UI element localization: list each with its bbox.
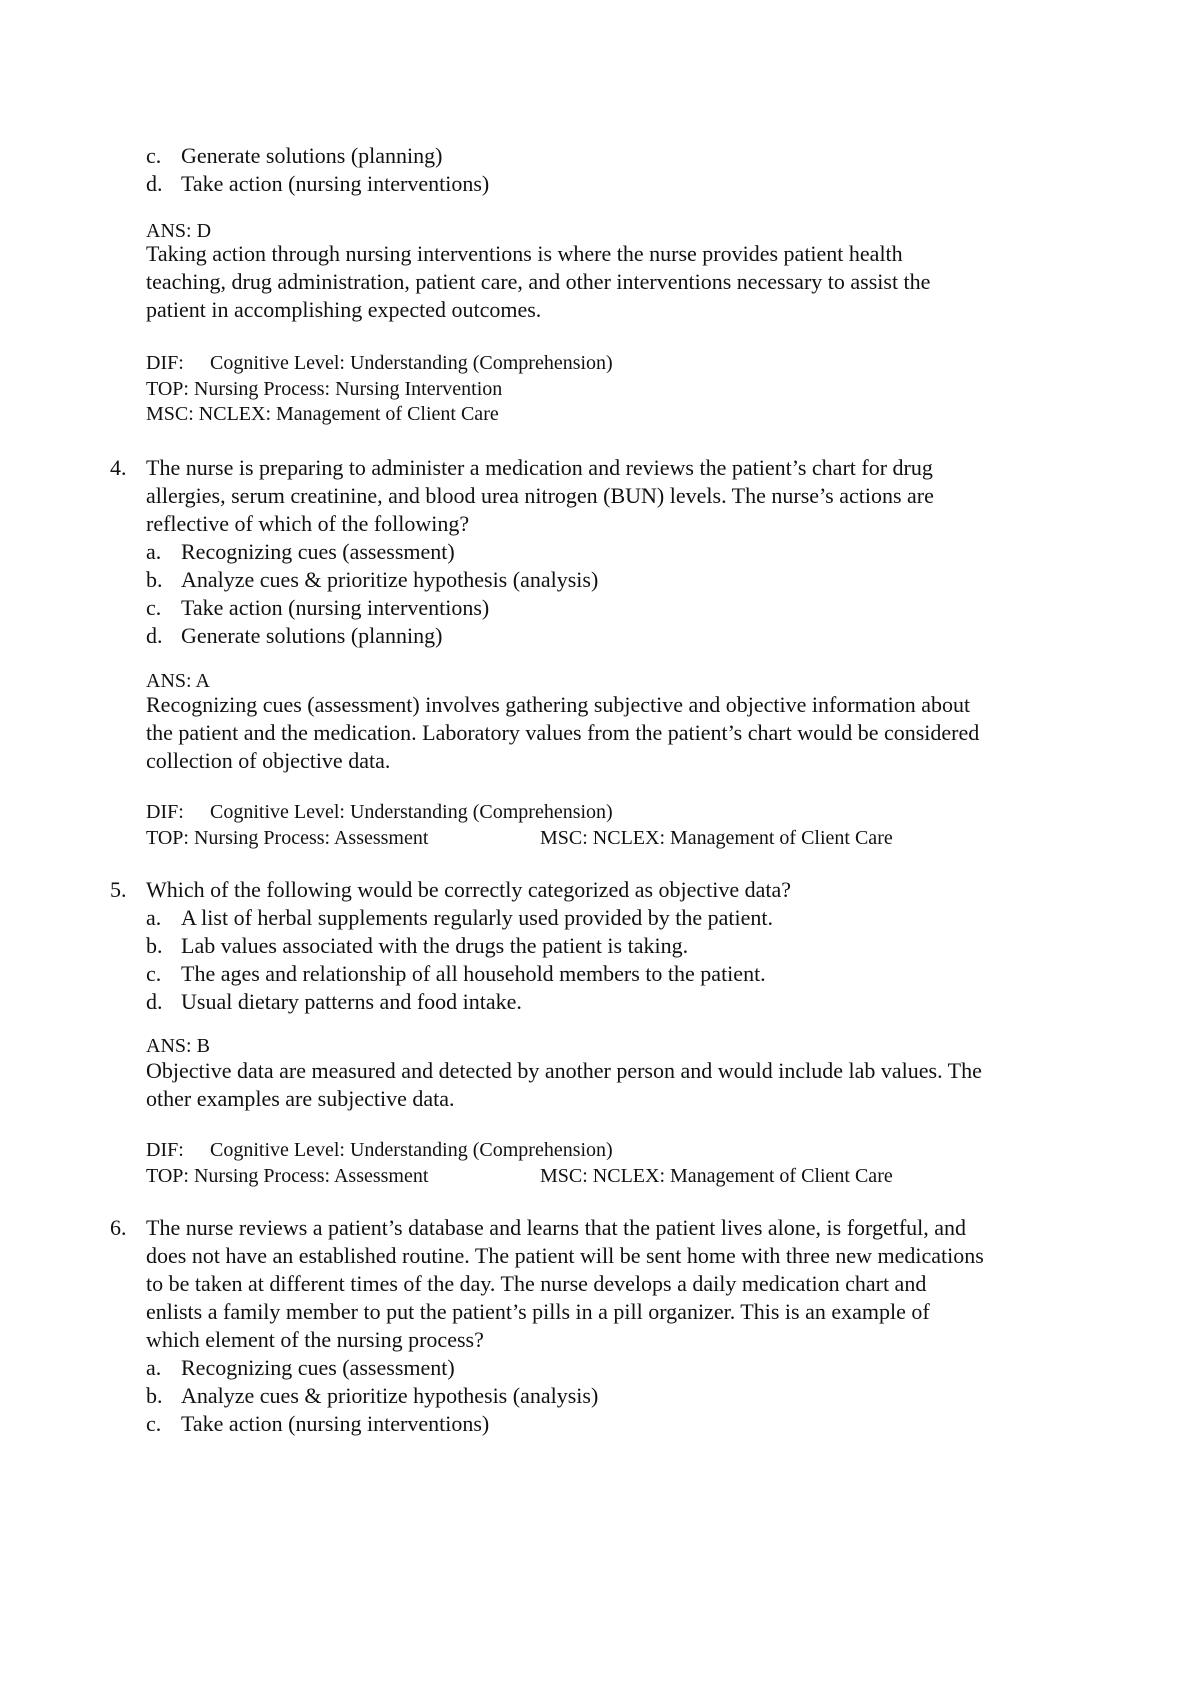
rationale-q5-line-1: Objective data are measured and detected by another person and would include lab values. The: [146, 1058, 982, 1083]
rationale-q3-line-3: patient in accomplishing expected outcomes.: [146, 297, 542, 322]
question-number-4: 4.: [110, 455, 127, 480]
option-letter: a.: [146, 539, 162, 564]
topic-q4: TOP: Nursing Process: Assessment: [146, 827, 429, 849]
rationale-q3-line-1: Taking action through nursing interventions is where the nurse provides patient health: [146, 241, 903, 266]
answer-q3: ANS: D: [146, 220, 212, 242]
option-text: Take action (nursing interventions): [181, 595, 490, 620]
dif-value-q5: Cognitive Level: Understanding (Comprehension): [210, 1139, 613, 1161]
question-4-stem-line-2: allergies, serum creatinine, and blood urea nitrogen (BUN) levels. The nurse’s actions are: [146, 483, 934, 508]
option-letter: d.: [146, 171, 163, 196]
answer-q4: ANS: A: [146, 670, 210, 692]
option-letter: c.: [146, 961, 162, 986]
option-text: Generate solutions (planning): [181, 623, 443, 648]
option-text: Take action (nursing interventions): [181, 171, 490, 196]
option-text: Recognizing cues (assessment): [181, 1355, 455, 1380]
question-6-stem-line-5: which element of the nursing process?: [146, 1327, 484, 1352]
option-text: Usual dietary patterns and food intake.: [181, 989, 522, 1014]
option-text: A list of herbal supplements regularly used provided by the patient.: [181, 905, 774, 930]
msc-q4: MSC: NCLEX: Management of Client Care: [540, 827, 893, 849]
rationale-q4-line-1: Recognizing cues (assessment) involves gathering subjective and objective information about: [146, 692, 971, 717]
option-letter: d.: [146, 623, 163, 648]
question-5-stem-line-1: Which of the following would be correctly categorized as objective data?: [146, 877, 792, 902]
question-4-stem-line-1: The nurse is preparing to administer a medication and reviews the patient’s chart for drug: [146, 455, 933, 480]
dif-label-q3: DIF:: [146, 352, 184, 374]
rationale-q5-line-2: other examples are subjective data.: [146, 1086, 455, 1111]
option-letter: a.: [146, 1355, 162, 1380]
option-letter: b.: [146, 933, 163, 958]
option-letter: c.: [146, 1411, 162, 1436]
dif-label-q4: DIF:: [146, 801, 184, 823]
option-text: The ages and relationship of all household members to the patient.: [181, 961, 766, 986]
topic-q3: TOP: Nursing Process: Nursing Intervention: [146, 378, 503, 400]
option-letter: b.: [146, 1383, 163, 1408]
option-text: Lab values associated with the drugs the patient is taking.: [181, 933, 689, 958]
option-letter: a.: [146, 905, 162, 930]
dif-value-q4: Cognitive Level: Understanding (Comprehension): [210, 801, 613, 823]
rationale-q4-line-3: collection of objective data.: [146, 748, 391, 773]
question-6-stem-line-4: enlists a family member to put the patient’s pills in a pill organizer. This is an example of: [146, 1299, 930, 1324]
question-4-stem-line-3: reflective of which of the following?: [146, 511, 470, 536]
option-text: Analyze cues & prioritize hypothesis (analysis): [181, 1383, 599, 1408]
option-letter: b.: [146, 567, 163, 592]
msc-q5: MSC: NCLEX: Management of Client Care: [540, 1165, 893, 1187]
option-letter: c.: [146, 595, 162, 620]
option-letter: d.: [146, 989, 163, 1014]
question-6-stem-line-2: does not have an established routine. The patient will be sent home with three new medications: [146, 1243, 984, 1268]
question-6-stem-line-1: The nurse reviews a patient’s database and learns that the patient lives alone, is forgetful, and: [146, 1215, 967, 1240]
rationale-q4-line-2: the patient and the medication. Laboratory values from the patient’s chart would be considered: [146, 720, 980, 745]
option-text: Analyze cues & prioritize hypothesis (analysis): [181, 567, 599, 592]
rationale-q3-line-2: teaching, drug administration, patient care, and other interventions necessary to assist the: [146, 269, 931, 294]
answer-q5: ANS: B: [146, 1035, 210, 1057]
option-text: Generate solutions (planning): [181, 143, 443, 168]
dif-label-q5: DIF:: [146, 1139, 184, 1161]
option-text: Recognizing cues (assessment): [181, 539, 455, 564]
question-6-stem-line-3: to be taken at different times of the day. The nurse develops a daily medication chart and: [146, 1271, 927, 1296]
option-letter: c.: [146, 143, 162, 168]
option-text: Take action (nursing interventions): [181, 1411, 490, 1436]
topic-q5: TOP: Nursing Process: Assessment: [146, 1165, 429, 1187]
dif-value-q3: Cognitive Level: Understanding (Comprehension): [210, 352, 613, 374]
msc-q3: MSC: NCLEX: Management of Client Care: [146, 403, 499, 425]
question-number-6: 6.: [110, 1215, 127, 1240]
question-number-5: 5.: [110, 877, 127, 902]
